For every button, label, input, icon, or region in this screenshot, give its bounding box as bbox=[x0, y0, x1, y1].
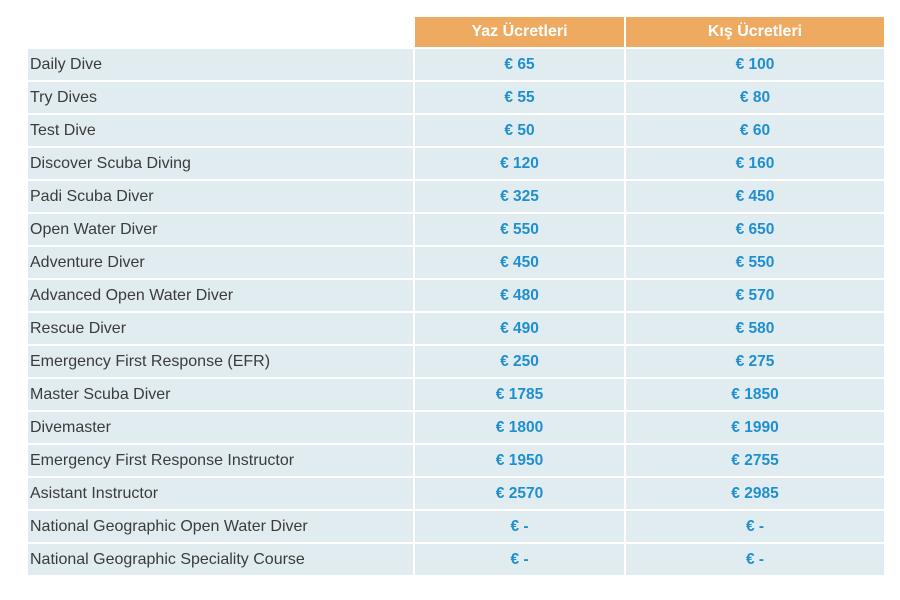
course-name: Adventure Diver bbox=[28, 247, 413, 278]
header-summer-prices: Yaz Ücretleri bbox=[415, 17, 624, 47]
winter-price: € - bbox=[626, 511, 884, 542]
winter-price: € 1990 bbox=[626, 412, 884, 443]
course-name: Emergency First Response Instructor bbox=[28, 445, 413, 476]
winter-price: € 275 bbox=[626, 346, 884, 377]
course-name: Open Water Diver bbox=[28, 214, 413, 245]
table-header-row bbox=[28, 17, 884, 47]
price-table bbox=[26, 15, 886, 577]
winter-price: € - bbox=[626, 544, 884, 575]
summer-price: € 480 bbox=[415, 280, 624, 311]
table-row bbox=[28, 313, 884, 344]
winter-price: € 80 bbox=[626, 82, 884, 113]
summer-price: € 450 bbox=[415, 247, 624, 278]
table-row bbox=[28, 247, 884, 278]
table-row bbox=[28, 214, 884, 245]
winter-price: € 1850 bbox=[626, 379, 884, 410]
summer-price: € 490 bbox=[415, 313, 624, 344]
winter-price: € 580 bbox=[626, 313, 884, 344]
course-name: Discover Scuba Diving bbox=[28, 148, 413, 179]
summer-price: € 2570 bbox=[415, 478, 624, 509]
winter-price: € 570 bbox=[626, 280, 884, 311]
table-row bbox=[28, 478, 884, 509]
winter-price: € 100 bbox=[626, 49, 884, 80]
summer-price: € - bbox=[415, 511, 624, 542]
course-name: Test Dive bbox=[28, 115, 413, 146]
table-row bbox=[28, 445, 884, 476]
table-row bbox=[28, 544, 884, 575]
header-winter-prices: Kış Ücretleri bbox=[626, 17, 884, 47]
table-row bbox=[28, 148, 884, 179]
winter-price: € 550 bbox=[626, 247, 884, 278]
summer-price: € 1800 bbox=[415, 412, 624, 443]
summer-price: € - bbox=[415, 544, 624, 575]
table-row bbox=[28, 511, 884, 542]
summer-price: € 120 bbox=[415, 148, 624, 179]
winter-price: € 650 bbox=[626, 214, 884, 245]
table-row bbox=[28, 82, 884, 113]
course-name: Advanced Open Water Diver bbox=[28, 280, 413, 311]
course-name: Emergency First Response (EFR) bbox=[28, 346, 413, 377]
winter-price: € 2985 bbox=[626, 478, 884, 509]
table-row bbox=[28, 280, 884, 311]
course-name: Rescue Diver bbox=[28, 313, 413, 344]
table-row bbox=[28, 49, 884, 80]
course-name: National Geographic Open Water Diver bbox=[28, 511, 413, 542]
summer-price: € 55 bbox=[415, 82, 624, 113]
summer-price: € 1785 bbox=[415, 379, 624, 410]
summer-price: € 250 bbox=[415, 346, 624, 377]
table-row bbox=[28, 412, 884, 443]
summer-price: € 65 bbox=[415, 49, 624, 80]
course-name: Daily Dive bbox=[28, 49, 413, 80]
summer-price: € 325 bbox=[415, 181, 624, 212]
winter-price: € 450 bbox=[626, 181, 884, 212]
winter-price: € 2755 bbox=[626, 445, 884, 476]
course-name: Divemaster bbox=[28, 412, 413, 443]
summer-price: € 1950 bbox=[415, 445, 624, 476]
table-row bbox=[28, 115, 884, 146]
table-row bbox=[28, 181, 884, 212]
winter-price: € 160 bbox=[626, 148, 884, 179]
winter-price: € 60 bbox=[626, 115, 884, 146]
course-name: Asistant Instructor bbox=[28, 478, 413, 509]
course-name: National Geographic Speciality Course bbox=[28, 544, 413, 575]
course-name: Try Dives bbox=[28, 82, 413, 113]
course-name: Padi Scuba Diver bbox=[28, 181, 413, 212]
summer-price: € 50 bbox=[415, 115, 624, 146]
table-row bbox=[28, 379, 884, 410]
table-row bbox=[28, 346, 884, 377]
summer-price: € 550 bbox=[415, 214, 624, 245]
course-name: Master Scuba Diver bbox=[28, 379, 413, 410]
header-empty-cell bbox=[28, 17, 413, 47]
